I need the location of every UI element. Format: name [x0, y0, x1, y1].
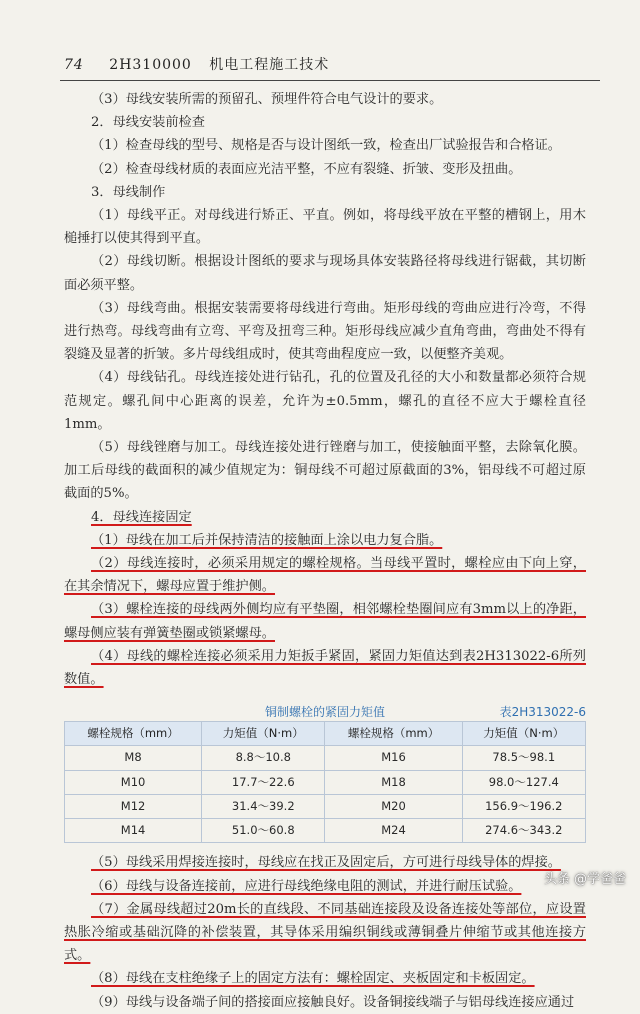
paragraph: （5）母线锉磨与加工。母线连接处进行锉磨与加工，使接触面平整，去除氧化膜。加工后母线的截面积的减少值规定为：铜母线不可超过原截面的3%，铝母线不可超过原截面的5%。 [64, 440, 586, 502]
column-header: 力矩值（N·m） [462, 722, 585, 746]
page-number: 74 [64, 57, 84, 73]
table-title: 铜制螺栓的紧固力矩值 [264, 705, 385, 720]
column-header: 螺栓规格（mm） [325, 722, 462, 746]
section-heading [64, 506, 586, 529]
chapter-code: 2H310000 [109, 57, 192, 73]
column-header: 力矩值（N·m） [202, 722, 325, 746]
table-cell: 98.0～127.4 [462, 770, 585, 794]
paragraph: （3）母线安装所需的预留孔、预埋件符合电气设计的要求。 [91, 92, 443, 107]
table-cell: 51.0～60.8 [202, 819, 325, 843]
paragraph: （4）母线钻孔。母线连接处进行钻孔，孔的位置及孔径的大小和数量都必须符合规范规定。螺孔间中心距离的误差，允许为±0.5mm，螺孔的直径不应大于螺栓直径1mm。 [64, 370, 586, 432]
body-text [64, 88, 586, 1014]
paragraph: （2）检查母线材质的表面应光洁平整，不应有裂缝、折皱、变形及扭曲。 [91, 161, 522, 177]
table-caption [64, 697, 586, 721]
paragraph [64, 598, 586, 644]
header-rule [60, 80, 600, 81]
table-cell: 156.9～196.2 [462, 794, 585, 818]
paragraph: （9）母线与设备端子间的搭接面应接触良好。设备铜接线端子与铝母线连接应通过 [91, 994, 575, 1010]
highlighted-text: （7）金属母线超过20m长的直线段、不同基础连接段及设备连接处等部位，应设置热胀冷缩或基础沉降的补偿装置，其导体采用编织铜线或薄铜叠片伸缩节或其他连接方式。 [64, 901, 586, 964]
highlighted-text: （1）母线在加工后并保持清洁的接触面上涂以电力复合脂。 [91, 532, 443, 548]
table-cell: M10 [65, 770, 202, 794]
paragraph [64, 645, 586, 691]
table-cell: 17.7～22.6 [202, 770, 325, 794]
paragraph: （1）母线平正。对母线进行矫正、平直。例如，将母线平放在平整的槽钢上，用木槌捶打以使其得到平直。 [64, 208, 586, 247]
table-cell: M14 [65, 819, 202, 843]
section-heading: 3．母线制作 [91, 184, 166, 200]
watermark: 头条 @学爸爸 [543, 872, 626, 887]
paragraph [64, 552, 586, 598]
table-header-row [65, 722, 586, 746]
paragraph [64, 967, 586, 990]
table-cell: M16 [325, 746, 462, 770]
highlighted-heading: 4．母线连接固定 [91, 509, 192, 525]
paragraph: （3）母线弯曲。根据安装需要将母线进行弯曲。矩形母线的弯曲应进行冷弯，不得进行热弯。母线弯曲有立弯、平弯及扭弯三种。矩形母线应减少直角弯曲，弯曲处不得有裂缝及显著的折皱。多片母线组成时，使其弯曲程度应一致，以便整齐美观。 [64, 300, 586, 363]
table-cell: M12 [65, 794, 202, 818]
paragraph [64, 529, 586, 552]
highlighted-text: （6）母线与设备连接前，应进行母线绝缘电阻的测试，并进行耐压试验。 [91, 878, 522, 894]
table-cell: M24 [325, 819, 462, 843]
highlighted-text: （5）母线采用焊接连接时，母线应在找正及固定后，方可进行母线导体的焊接。 [91, 855, 561, 871]
table-row [65, 819, 586, 843]
table-cell: 8.8～10.8 [202, 746, 325, 770]
highlighted-text: （3）螺栓连接的母线两外侧均应有平垫圈，相邻螺栓垫圈间应有3mm以上的净距，螺母侧应装有弹簧垫圈或锁紧螺母。 [64, 602, 586, 641]
book-title: 机电工程施工技术 [209, 57, 330, 73]
highlighted-text: （4）母线的螺栓连接必须采用力矩扳手紧固，紧固力矩值达到表2H313022-6所列数值。 [64, 648, 586, 688]
table-row [65, 746, 586, 770]
paragraph [64, 875, 586, 898]
table-cell: 78.5～98.1 [462, 746, 585, 770]
highlighted-text: （2）母线连接时，必须采用规定的螺栓规格。当母线平置时，螺栓应由下向上穿，在其余情况下，螺母应置于维护侧。 [64, 556, 586, 595]
table-row [65, 794, 586, 818]
running-header [64, 54, 600, 74]
table-number: 表2H313022-6 [499, 705, 586, 720]
table-cell: M8 [65, 746, 202, 770]
paragraph: （1）检查母线的型号、规格是否与设计图纸一致，检查出厂试验报告和合格证。 [91, 138, 561, 154]
table-cell: M20 [325, 794, 462, 818]
paragraph [64, 851, 586, 874]
paragraph [64, 898, 586, 968]
table-cell: 274.6～343.2 [462, 819, 585, 843]
table-cell: M18 [325, 770, 462, 794]
section-heading: 2．母线安装前检查 [91, 115, 205, 131]
paragraph: （2）母线切断。根据设计图纸的要求与现场具体安装路径将母线进行锯截，其切断面必须平整。 [64, 254, 586, 293]
column-header: 螺栓规格（mm） [65, 722, 202, 746]
table-cell: 31.4～39.2 [202, 794, 325, 818]
table-row [65, 770, 586, 794]
torque-table [64, 721, 586, 843]
highlighted-text: （8）母线在支柱绝缘子上的固定方法有：螺栓固定、夹板固定和卡板固定。 [91, 971, 535, 987]
